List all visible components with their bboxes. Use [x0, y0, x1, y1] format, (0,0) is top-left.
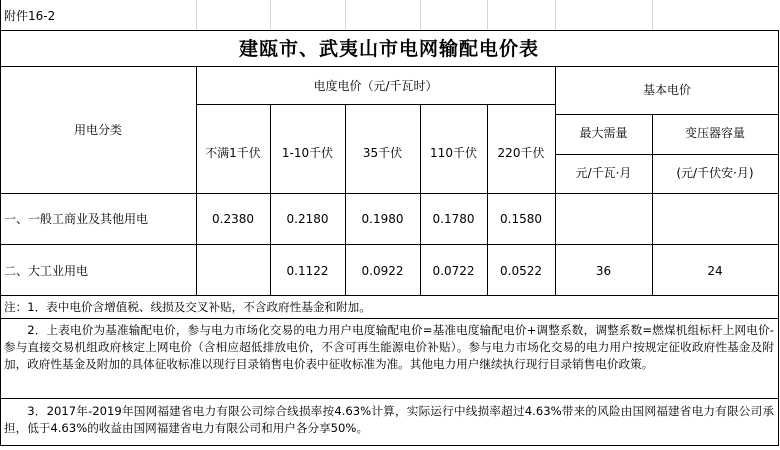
- price-cell: 0.1980: [361, 212, 404, 226]
- voltage-level-header: 35千伏: [362, 146, 403, 160]
- note-1: 注：1．表中电价含增值税、线损及交叉补贴，不含政府性基金和附加。: [4, 300, 371, 314]
- price-cell: 0.1780: [432, 212, 475, 226]
- energy-price-header: 电度电价（元/千瓦时）: [313, 79, 438, 93]
- voltage-level-header: 不满1千伏: [205, 146, 261, 160]
- table-title: 建瓯市、武夷山市电网输配电价表: [238, 38, 539, 60]
- price-cell: 0.2380: [212, 212, 254, 226]
- attachment-label: 附件16-2: [4, 9, 56, 23]
- voltage-level-header: 220千伏: [497, 146, 545, 160]
- transformer-capacity-header: 变压器容量: [684, 126, 745, 140]
- transformer-capacity-unit: (元/千伏安·月): [676, 166, 754, 180]
- price-cell: 0.0922: [361, 264, 404, 278]
- max-demand-unit: 元/千瓦·月: [575, 166, 632, 180]
- price-cell: 0.0522: [500, 264, 542, 278]
- max-demand-cell: 36: [595, 264, 612, 278]
- note-3: 3．2017年-2019年国网福建省电力有限公司综合线损率按4.63%计算，实际运行中线损率超过4.63%带来的风险由国网福建省电力有限公司承担，低于4.63%的收益由国网福建省电力有限公司和用户各分享50%。: [4, 404, 774, 435]
- voltage-level-header: 1-10千伏: [281, 146, 334, 160]
- max-demand-header: 最大需量: [579, 126, 628, 140]
- transformer-cell: 24: [707, 264, 723, 278]
- category-header: 用电分类: [73, 123, 122, 137]
- price-cell: 0.1122: [286, 264, 329, 278]
- price-cell: 0.2180: [286, 212, 329, 226]
- basic-price-header: 基本电价: [642, 83, 691, 97]
- row-category: 二、大工业用电: [4, 264, 89, 278]
- note-2: 2．上表电价为基准输配电价，参与电力市场化交易的电力用户电度输配电价=基准电度输配电价+调整系数，调整系数=燃煤机组标杆上网电价-参与直接交易机组政府核定上网电价（含相应超低排放电价，不含可再生能源电价补贴）。参与电力市场化交易的电力用户按规定征收政府性基金及附加，政府性基金及附加的具体征收标准以现行目录销售电价表中征收标准为准。其他电力用户继续执行现行目录销售电价政策。: [4, 323, 774, 371]
- price-cell: 0.1580: [500, 212, 542, 226]
- price-cell: 0.0722: [432, 264, 475, 278]
- voltage-level-header: 110千伏: [430, 146, 477, 160]
- row-category: 一、一般工商业及其他用电: [4, 212, 149, 226]
